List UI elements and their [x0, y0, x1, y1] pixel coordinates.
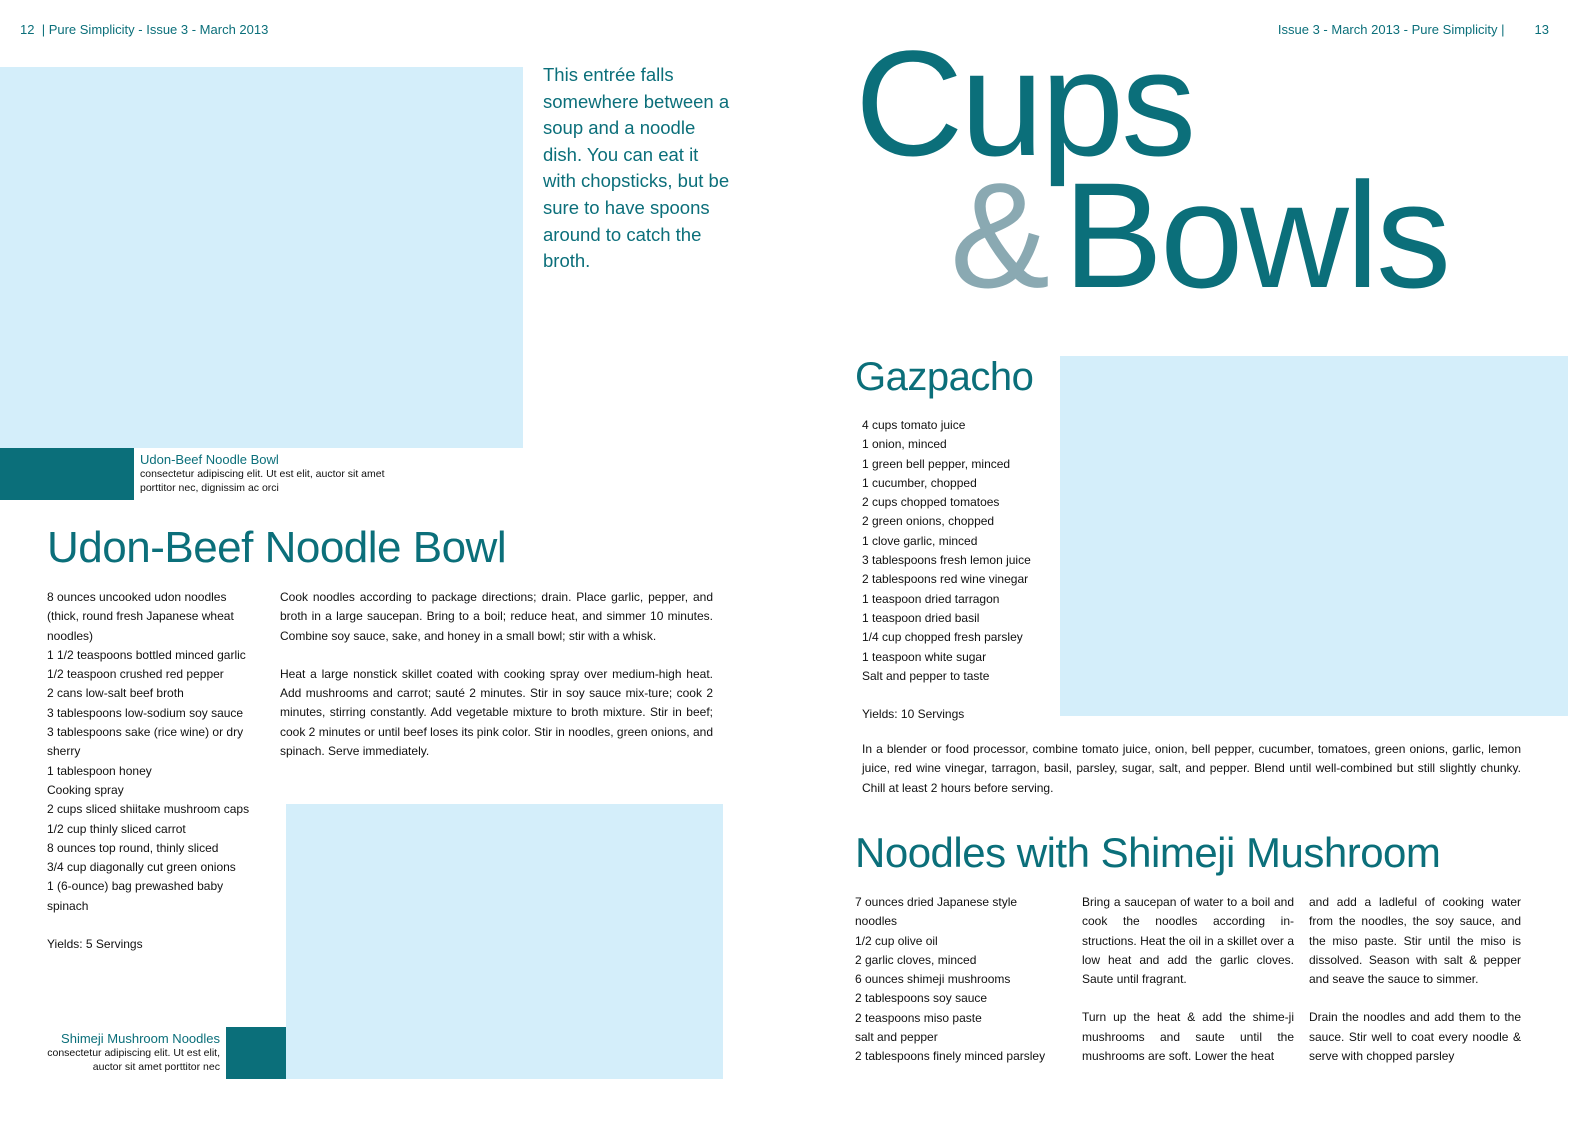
udon-caption-accent [0, 448, 134, 500]
pull-quote: This entrée falls somewhere between a soup and a noodle dish. You can eat it with chopsticks, but be sure to have spoons around to catch the broth. [543, 64, 730, 272]
udon-caption-text: consectetur adipiscing elit. Ut est elit, auctor sit amet porttitor nec, dignissim ac orci [140, 468, 385, 494]
udon-caption [140, 452, 390, 495]
feature-title-bowls: Bowls [1063, 151, 1449, 319]
ingredient-item: 3 tablespoons sake (rice wine) or dry sherry [47, 725, 244, 759]
ingredient-item: 2 cups sliced shiitake mushroom caps [47, 802, 250, 817]
ingredient-item: 3 tablespoons low-sodium soy sauce [47, 705, 244, 720]
udon-step: Cook noodles according to package directions; drain. Place garlic, pepper, and broth in a large saucepan. Bring to a boil; reduce heat, and simmer 10 minutes. Combine soy sauce, sake, and honey in a small bowl; stir with a whisk. [280, 590, 713, 643]
ingredient-item: 2 green onions, chopped [862, 514, 995, 529]
ingredient-item: 1 onion, minced [862, 437, 947, 452]
shimeji-caption [20, 1031, 220, 1074]
ingredient-item: 4 cups tomato juice [862, 418, 966, 432]
shimeji-step: Drain the noodles and add them to the sauce. Stir well to coat every noodle & serve with chopped parsley [1309, 1010, 1521, 1064]
ingredient-item: 2 tablespoons red wine vinegar [862, 572, 1029, 587]
ingredient-item: 1 green bell pepper, minced [862, 456, 1011, 471]
ingredient-item: 2 garlic cloves, minced [855, 952, 977, 967]
ingredient-item: 1 clove garlic, minced [862, 533, 978, 548]
right-running-title: Issue 3 - March 2013 - Pure Simplicity | [1277, 22, 1505, 37]
shimeji-step: Turn up the heat & add the shime-ji mushrooms and saute until the mushrooms are soft. Lower the heat [1082, 1010, 1294, 1064]
ingredient-item: 1/2 cup thinly sliced carrot [47, 821, 186, 836]
ingredient-item: 1 (6-ounce) bag prewashed baby spinach [47, 879, 224, 913]
ingredient-item: 1 cucumber, chopped [862, 475, 977, 490]
udon-title: Udon-Beef Noodle Bowl [47, 523, 507, 572]
gazpacho-title: Gazpacho [855, 355, 1034, 399]
ingredient-item: 1/2 cup olive oil [855, 933, 938, 948]
shimeji-method-column-1 [1082, 893, 1294, 1066]
shimeji-photo-placeholder [286, 804, 723, 1079]
ingredient-item: 2 tablespoons finely minced parsley [855, 1049, 1046, 1064]
gazpacho-yields: Yields: 10 Servings [862, 707, 965, 722]
ingredient-item: 1/4 cup chopped fresh parsley [862, 630, 1023, 645]
ingredient-item: 2 cups chopped tomatoes [862, 495, 1000, 510]
shimeji-ingredients-list [855, 893, 1060, 1067]
ingredient-item: 1 teaspoon white sugar [862, 649, 987, 664]
ingredient-item: 1 teaspoon dried basil [862, 610, 980, 625]
shimeji-step: and add a ladleful of cooking water from the noodles, the soy sauce, and the miso paste. Stir until the miso is dissolved. Season with salt & pepper and seave the sauce to simmer. [1309, 895, 1521, 987]
udon-step: Heat a large nonstick skillet coated with cooking spray over medium-high heat. Add mushrooms and carrot; sauté 2 minutes. Stir in soy sauce mix-ture; cook 2 minutes, stirring constantly. Add vegetable mixture to broth mixture. Stir in beef; cook 2 minutes or until beef loses its pink color. Stir in noodles, green onions, and spinach. Serve immediately. [280, 666, 713, 759]
udon-method-column [280, 588, 713, 761]
ingredient-item: Salt and pepper to taste [862, 668, 990, 683]
ingredient-item: 1/2 teaspoon crushed red pepper [47, 667, 224, 682]
ingredient-item: 3 tablespoons fresh lemon juice [862, 553, 1031, 568]
gazpacho-method: In a blender or food processor, combine tomato juice, onion, bell pepper, cucumber, tomatoes, green onions, garlic, lemon juice, red wine vinegar, tarragon, basil, parsley, sugar, salt, and pepper. Blend until well-combined but still slightly chunky. Chill at least 2 hours before serving. [862, 742, 1521, 795]
shimeji-caption-title: Shimeji Mushroom Noodles [61, 1031, 220, 1046]
shimeji-step: Bring a saucepan of water to a boil and cook the noodles according in-structions. Heat the oil in a skillet over a low heat and add the garlic cloves. Saute until fragrant. [1082, 895, 1294, 987]
feature-title-cups: Cups [855, 19, 1194, 187]
udon-ingredients-column [47, 588, 252, 954]
ingredient-item: 1 teaspoon dried tarragon [862, 591, 1000, 606]
gazpacho-ingredients-column [862, 416, 1052, 724]
shimeji-ingredients-column [855, 893, 1060, 1067]
ingredient-item: 2 cans low-salt beef broth [47, 686, 184, 701]
shimeji-caption-accent [226, 1027, 286, 1079]
udon-ingredients-list [47, 588, 252, 916]
udon-photo-placeholder [0, 67, 523, 448]
ingredient-item: 2 tablespoons soy sauce [855, 991, 988, 1006]
ingredient-item: 8 ounces uncooked udon noodles (thick, round fresh Japanese wheat noodles) [47, 590, 234, 643]
gazpacho-photo-placeholder [1060, 356, 1568, 716]
right-folio [1278, 22, 1549, 37]
feature-title-ampersand: & [950, 151, 1051, 319]
ingredient-item: 2 teaspoons miso paste [855, 1010, 982, 1025]
left-folio [20, 22, 268, 37]
right-page-number: 13 [1534, 22, 1549, 37]
ingredient-item: 3/4 cup diagonally cut green onions [47, 860, 236, 875]
left-running-title: | Pure Simplicity - Issue 3 - March 2013 [41, 22, 269, 37]
ingredient-item: 1 tablespoon honey [47, 763, 152, 778]
ingredient-item: 1 1/2 teaspoons bottled minced garlic [47, 647, 246, 662]
shimeji-caption-text: consectetur adipiscing elit. Ut est elit, auctor sit amet porttitor nec [47, 1047, 220, 1073]
shimeji-title: Noodles with Shimeji Mushroom [855, 829, 1441, 876]
shimeji-method-column-2 [1309, 893, 1521, 1066]
udon-yields: Yields: 5 Servings [47, 937, 143, 952]
left-page-number: 12 [20, 22, 35, 37]
ingredient-item: Cooking spray [47, 782, 124, 797]
ingredient-item: 8 ounces top round, thinly sliced [47, 840, 219, 855]
ingredient-item: 7 ounces dried Japanese style noodles [855, 895, 1018, 929]
gazpacho-ingredients-list [862, 416, 1052, 686]
udon-caption-title: Udon-Beef Noodle Bowl [140, 452, 279, 467]
ingredient-item: 6 ounces shimeji mushrooms [855, 972, 1011, 987]
ingredient-item: salt and pepper [855, 1030, 938, 1045]
